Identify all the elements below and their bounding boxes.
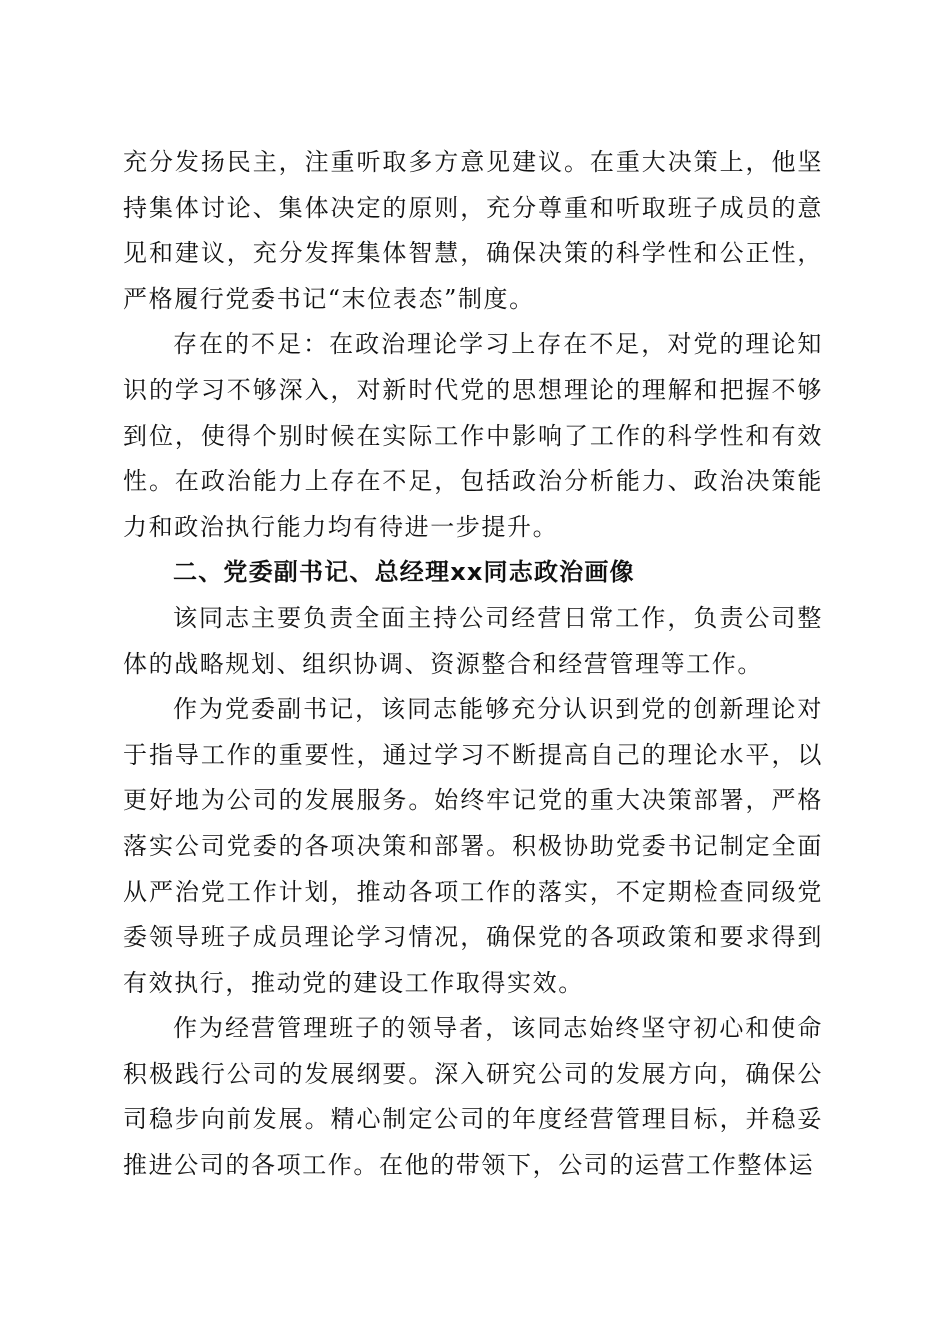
document-body <box>123 140 823 1189</box>
body-paragraph: 充分发扬民主，注重听取多方意见建议。在重大决策上，他坚持集体讨论、集体决定的原则，充分尊重和听取班子成员的意见和建议，充分发挥集体智慧，确保决策的科学性和公正性，严格履行党委书记“末位表态”制度。 <box>123 148 823 313</box>
body-paragraph: 作为经营管理班子的领导者，该同志始终坚守初心和使命积极践行公司的发展纲要。深入研究公司的发展方向，确保公司稳步向前发展。精心制定公司的年度经营管理目标，并稳妥推进公司的各项工作。在他的带领下，公司的运营工作整体运 <box>123 1014 823 1180</box>
body-paragraph: 该同志主要负责全面主持公司经营日常工作，负责公司整体的战略规划、组织协调、资源整合和经营管理等工作。 <box>123 603 823 678</box>
body-paragraph: 存在的不足：在政治理论学习上存在不足，对党的理论知识的学习不够深入，对新时代党的思想理论的理解和把握不够到位，使得个别时候在实际工作中影响了工作的科学性和有效性。在政治能力上存在不足，包括政治分析能力、政治决策能力和政治执行能力均有待进一步提升。 <box>123 330 823 541</box>
section-heading: 二、党委副书记、总经理xx同志政治画像 <box>173 558 635 587</box>
body-paragraph: 作为党委副书记，该同志能够充分认识到党的创新理论对于指导工作的重要性，通过学习不断提高自己的理论水平，以更好地为公司的发展服务。始终牢记党的重大决策部署，严格落实公司党委的各项决策和部署。积极协助党委书记制定全面从严治党工作计划，推动各项工作的落实，不定期检查同级党委领导班子成员理论学习情况，确保党的各项政策和要求得到有效执行，推动党的建设工作取得实效。 <box>123 695 823 997</box>
